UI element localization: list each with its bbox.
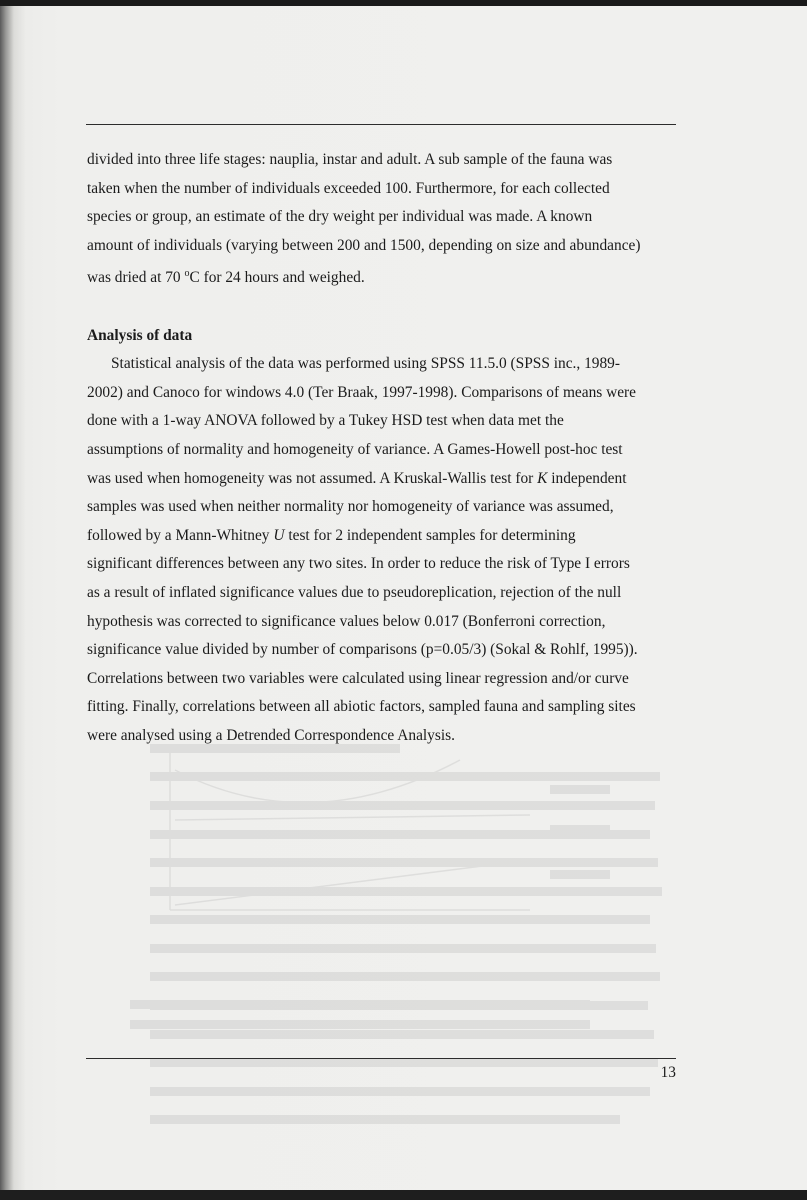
text-fragment: test for 2 independent samples for determining xyxy=(284,526,576,544)
text-line xyxy=(87,522,679,551)
text-line: Statistical analysis of the data was performed using SPSS 11.5.0 (SPSS inc., 1989- xyxy=(111,355,621,373)
text-line xyxy=(87,465,679,494)
text-line: divided into three life stages: nauplia, instar and adult. A sub sample of the fauna was xyxy=(87,151,613,168)
text-line: significance value divided by number of comparisons (p=0.05/3) (Sokal & Rohlf, 1995)). xyxy=(87,641,638,659)
text-line: fitting. Finally, correlations between all abiotic factors, sampled fauna and sampling sites xyxy=(87,698,636,716)
text-line xyxy=(87,260,679,293)
text-fragment: was dried at 70 xyxy=(87,269,185,287)
text-line: taken when the number of individuals exceeded 100. Furthermore, for each collected xyxy=(87,179,610,197)
text-line: amount of individuals (varying between 200 and 1500, depending on size and abundance) xyxy=(87,236,641,254)
show-through-lines-graphic xyxy=(150,730,670,1200)
text-line: assumptions of normality and homogeneity of variance. A Games-Howell post-hoc test xyxy=(87,441,623,459)
footer-rule xyxy=(86,1058,676,1059)
text-line: species or group, an estimate of the dry weight per individual was made. A known xyxy=(87,208,593,226)
paragraph-gap xyxy=(87,293,679,322)
page-number: 13 xyxy=(660,1064,676,1081)
text-fragment: was used when homogeneity was not assumed. A Kruskal-Wallis test for xyxy=(87,469,538,487)
degree-superscript: o xyxy=(184,268,190,280)
text-line: done with a 1-way ANOVA followed by a Tukey HSD test when data met the xyxy=(87,412,564,430)
text-fragment: followed by a Mann-Whitney xyxy=(87,526,274,544)
text-line: Correlations between two variables were calculated using linear regression and/or curve xyxy=(87,669,629,687)
section-heading: Analysis of data xyxy=(87,326,193,344)
text-line: were analysed using a Detrended Correspondence Analysis. xyxy=(87,727,455,744)
show-through-chart-graphic xyxy=(130,730,670,1050)
italic-symbol: K xyxy=(537,469,548,487)
text-fragment: independent xyxy=(547,469,627,487)
text-line: samples was used when neither normality nor homogeneity of variance was assumed, xyxy=(87,498,614,516)
scan-top-edge xyxy=(0,0,807,6)
scan-bottom-edge xyxy=(0,1190,807,1200)
text-line: significant differences between any two sites. In order to reduce the risk of Type I errors xyxy=(87,555,630,573)
header-rule xyxy=(86,124,676,125)
page-body xyxy=(87,146,679,751)
text-fragment: C for 24 hours and weighed. xyxy=(189,269,365,287)
text-line: as a result of inflated significance values due to pseudoreplication, rejection of the null xyxy=(87,584,622,602)
text-line: 2002) and Canoco for windows 4.0 (Ter Braak, 1997-1998). Comparisons of means were xyxy=(87,383,637,401)
italic-symbol: U xyxy=(273,526,285,544)
text-line: hypothesis was corrected to significance values below 0.017 (Bonferroni correction, xyxy=(87,612,606,630)
